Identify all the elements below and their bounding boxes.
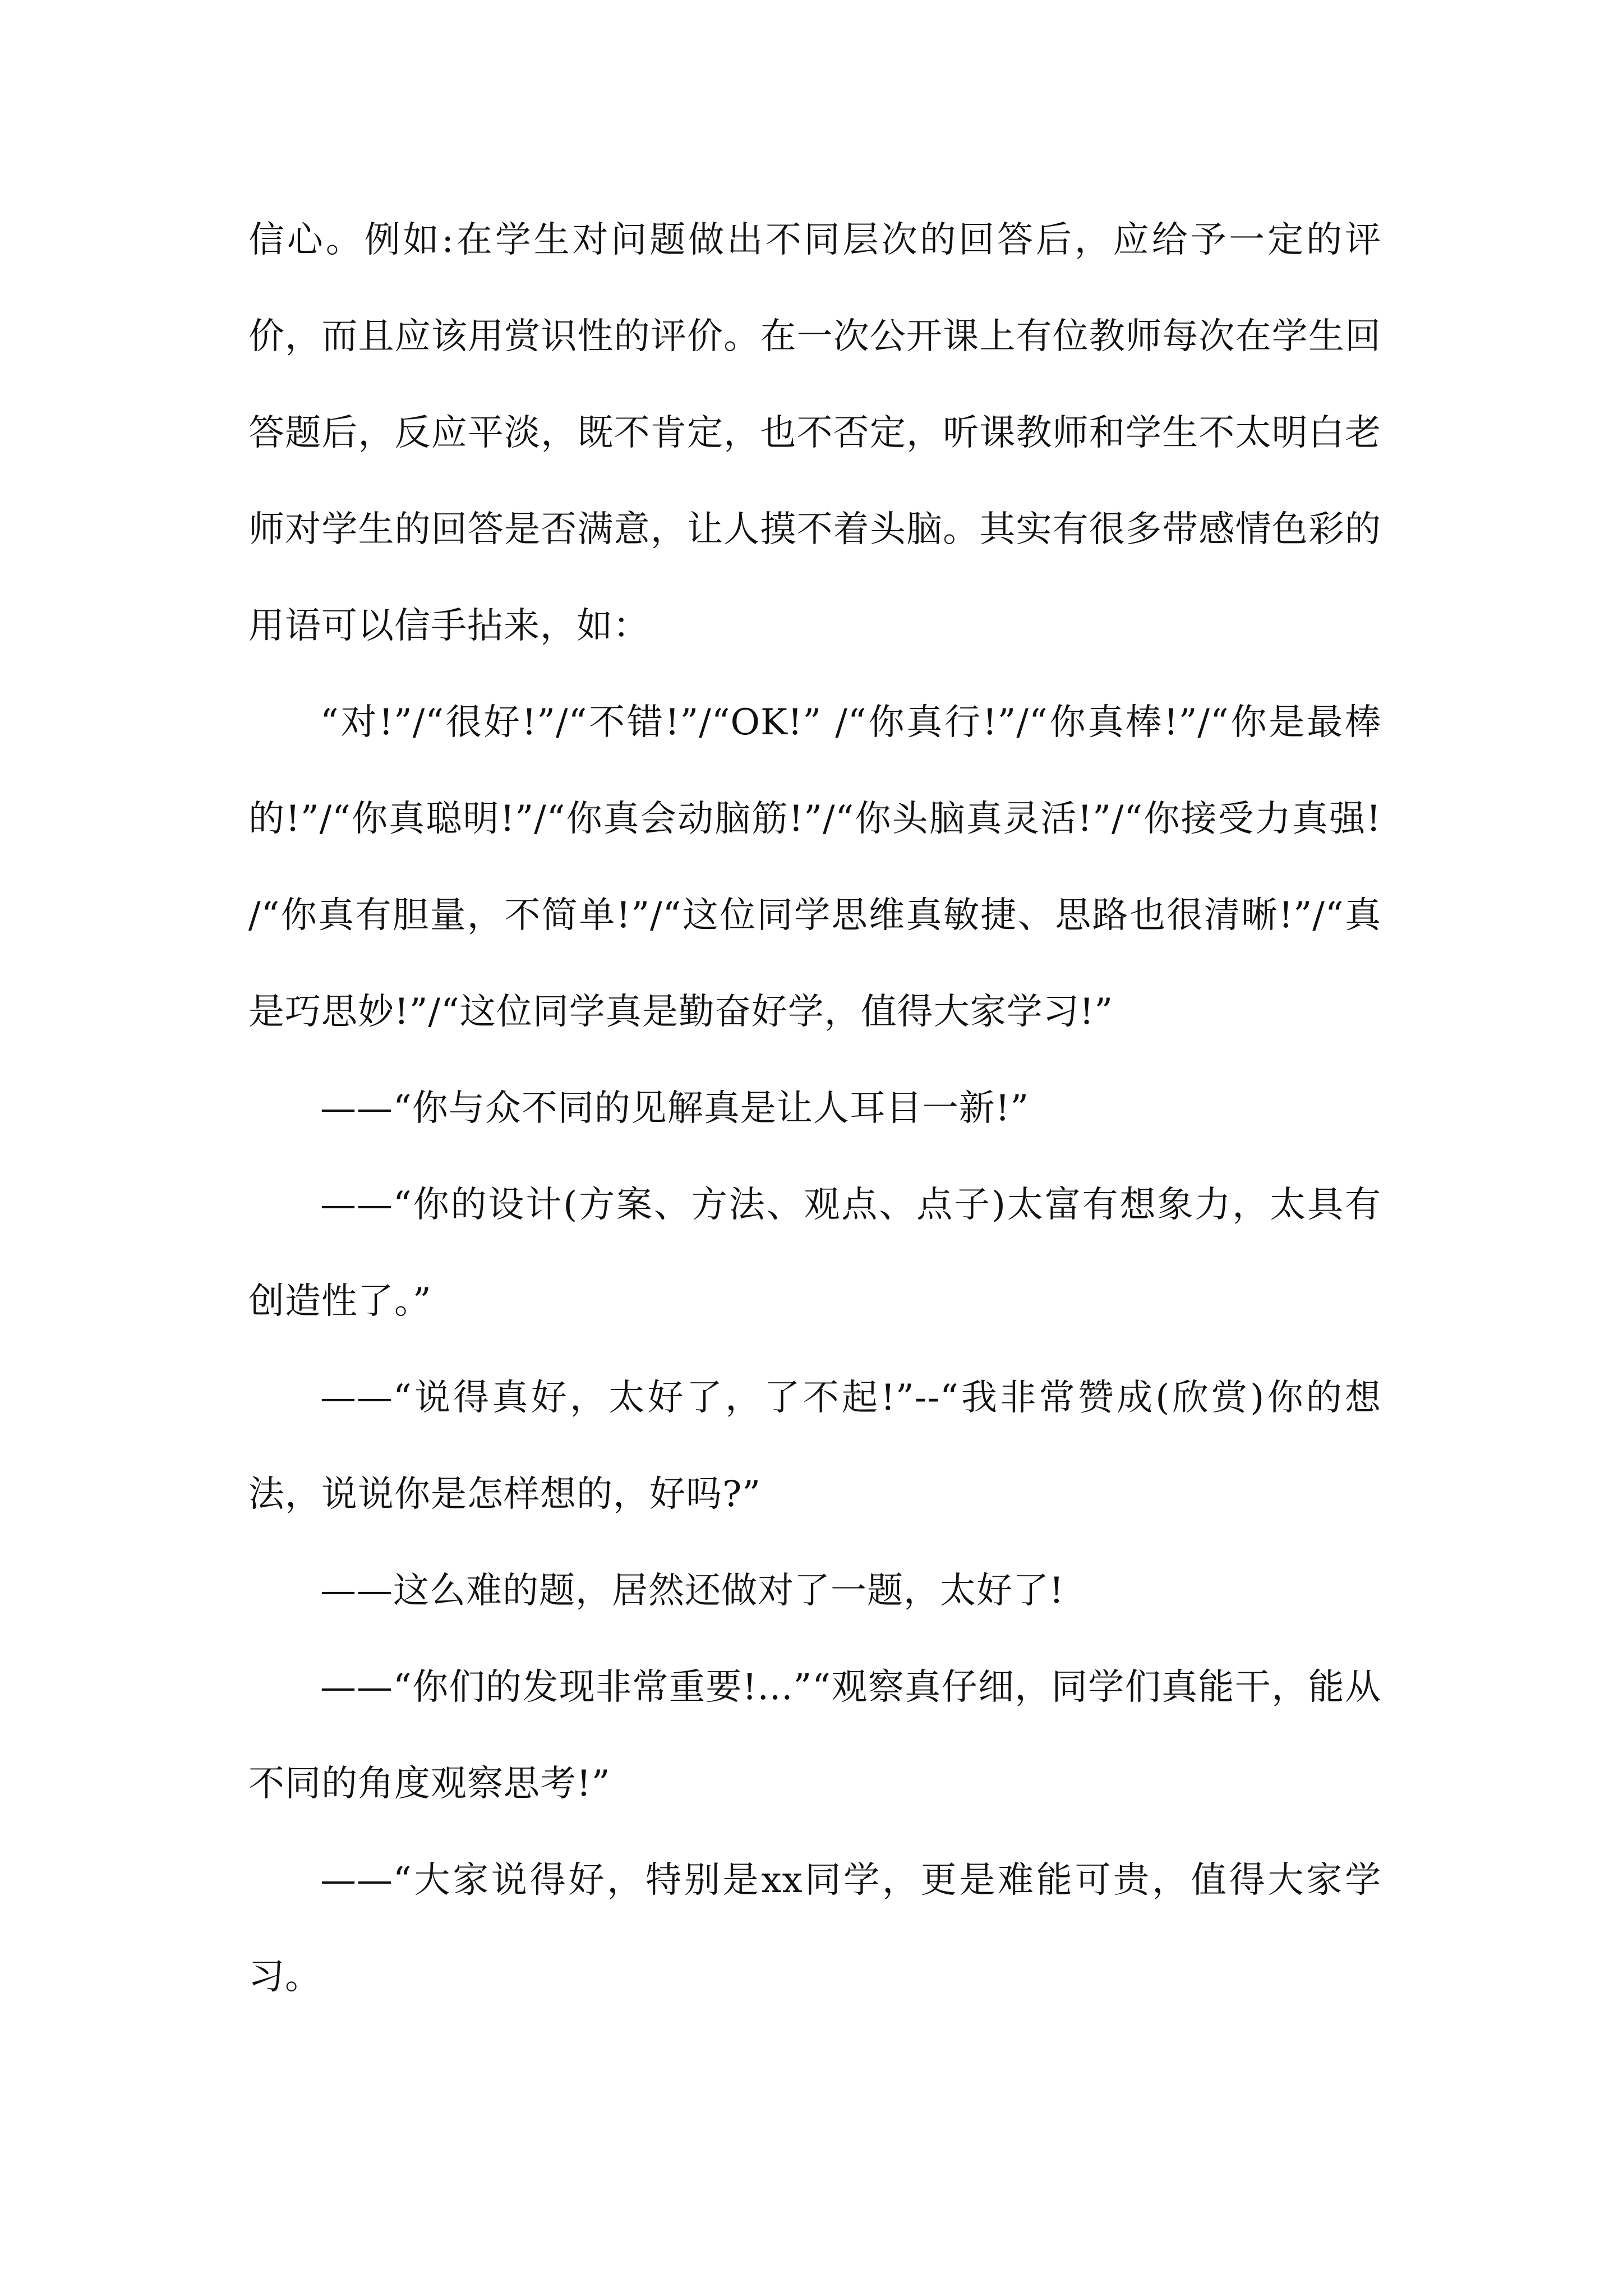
paragraph-well-said: ——“说得真好，太好了，了不起!”--“我非常赞成(欣赏)你的想法，说说你是怎样想的，好吗?” (248, 1377, 1381, 1515)
paragraph-important-discovery: ——“你们的发现非常重要!...”“观察真仔细，同学们真能干，能从不同的角度观察思考!” (248, 1667, 1381, 1805)
paragraph-xx-student: ——“大家说得好，特别是xx同学，更是难能可贵，值得大家学习。 (248, 1860, 1381, 1998)
paragraph-unique-insight: ——“你与众不同的见解真是让人耳目一新!” (320, 1088, 1030, 1129)
paragraph-creative-design: ——“你的设计(方案、方法、观点、点子)太富有想象力，太具有创造性了。” (248, 1184, 1381, 1322)
paragraph-evaluation-intro: 信心。例如:在学生对问题做出不同层次的回答后，应给予一定的评价，而且应该用赏识性的评价。在一次公开课上有位教师每次在学生回答题后，反应平淡，既不肯定，也不否定，听课教师和学生不太明白老师对学生的回答是否满意，让人摸不着头脑。其实有很多带感情色彩的用语可以信手拈来，如： (248, 219, 1381, 647)
paragraph-hard-question: ——这么难的题，居然还做对了一题，太好了! (320, 1570, 1064, 1612)
document-body (248, 192, 1381, 2025)
paragraph-praise-phrases: “对!”/“很好!”/“不错!”/“OK!” /“你真行!”/“你真棒!”/“你是最棒的!”/“你真聪明!”/“你真会动脑筋!”/“你头脑真灵活!”/“你接受力真强! /“你真有胆量，不简单!”/“这位同学思维真敏捷、思路也很清晰!”/“真是巧思妙!”/“这位同学真是勤奋好学，值得大家学习!” (248, 702, 1381, 1033)
